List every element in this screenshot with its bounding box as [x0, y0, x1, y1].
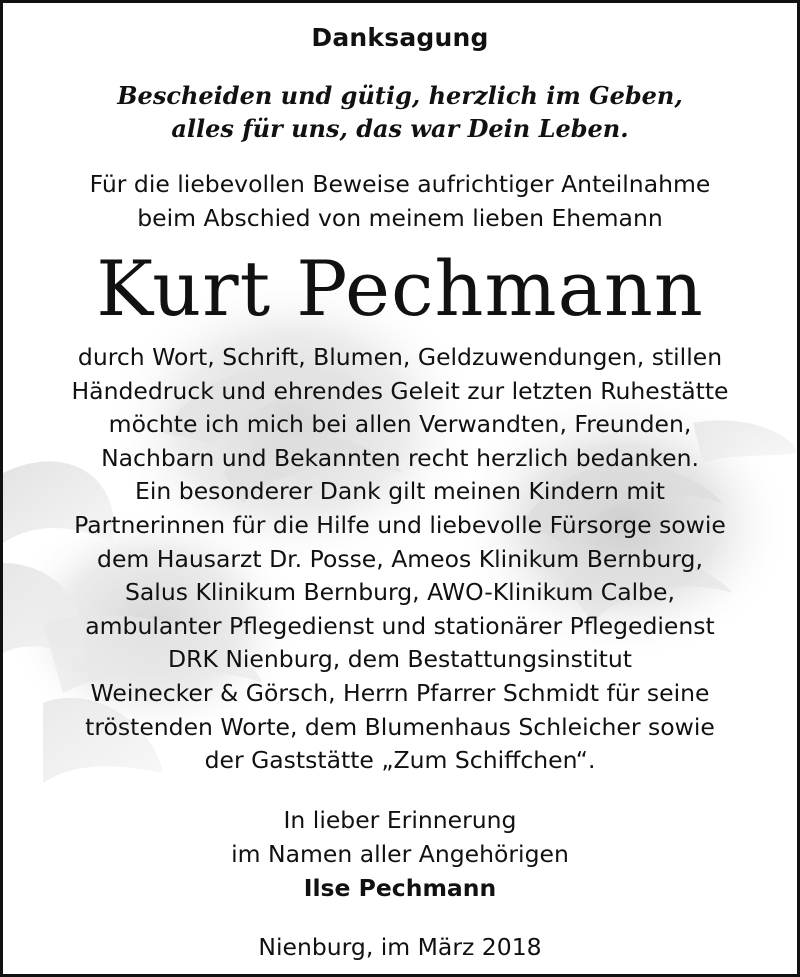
- intro-line: beim Abschied von meinem lieben Ehemann: [137, 204, 663, 232]
- verse-line: alles für uns, das war Dein Leben.: [171, 114, 629, 143]
- paragraph-line: DRK Nienburg, dem Bestattungsinstitut: [168, 645, 632, 674]
- closing-line: In lieber Erinnerung: [283, 806, 517, 834]
- paragraph-line: der Gaststätte „Zum Schiffchen“.: [204, 746, 596, 775]
- place-and-date: Nienburg, im März 2018: [258, 933, 542, 961]
- intro-text: [3, 167, 797, 235]
- paragraph-line: möchte ich mich bei allen Verwandten, Freunden,: [108, 410, 692, 439]
- memorial-verse: [3, 79, 797, 145]
- paragraph-line: Händedruck und ehrendes Geleit zur letzten Ruhestätte: [71, 376, 729, 405]
- notice-heading: Danksagung: [311, 23, 489, 52]
- paragraph-line: durch Wort, Schrift, Blumen, Geldzuwendungen, stillen: [77, 343, 723, 371]
- signer-name: Ilse Pechmann: [303, 874, 497, 902]
- paragraph-line: Salus Klinikum Bernburg, AWO-Klinikum Calbe,: [124, 578, 675, 607]
- paragraph-line: Weinecker & Görsch, Herrn Pfarrer Schmidt für seine: [90, 678, 710, 707]
- paragraph-line: dem Hausarzt Dr. Posse, Ameos Klinikum Bernburg,: [97, 544, 703, 573]
- closing-line: im Namen aller Angehörigen: [231, 840, 569, 868]
- intro-line: Für die liebevollen Beweise aufrichtiger Anteilnahme: [89, 170, 711, 198]
- closing-block: [3, 803, 797, 905]
- deceased-name: Kurt Pechmann: [96, 244, 704, 333]
- thanks-paragraph: [3, 341, 797, 778]
- paragraph-line: Nachbarn und Bekannten recht herzlich bedanken.: [101, 443, 699, 472]
- paragraph-line: Ein besonderer Dank gilt meinen Kindern mit: [135, 477, 665, 506]
- paragraph-line: ambulanter Pflegedienst und stationärer Pflegedienst: [85, 611, 715, 640]
- verse-line: Bescheiden und gütig, herzlich im Geben,: [117, 81, 683, 110]
- paragraph-line: tröstenden Worte, dem Blumenhaus Schleicher sowie: [85, 712, 715, 741]
- paragraph-line: Partnerinnen für die Hilfe und liebevolle Fürsorge sowie: [74, 510, 726, 539]
